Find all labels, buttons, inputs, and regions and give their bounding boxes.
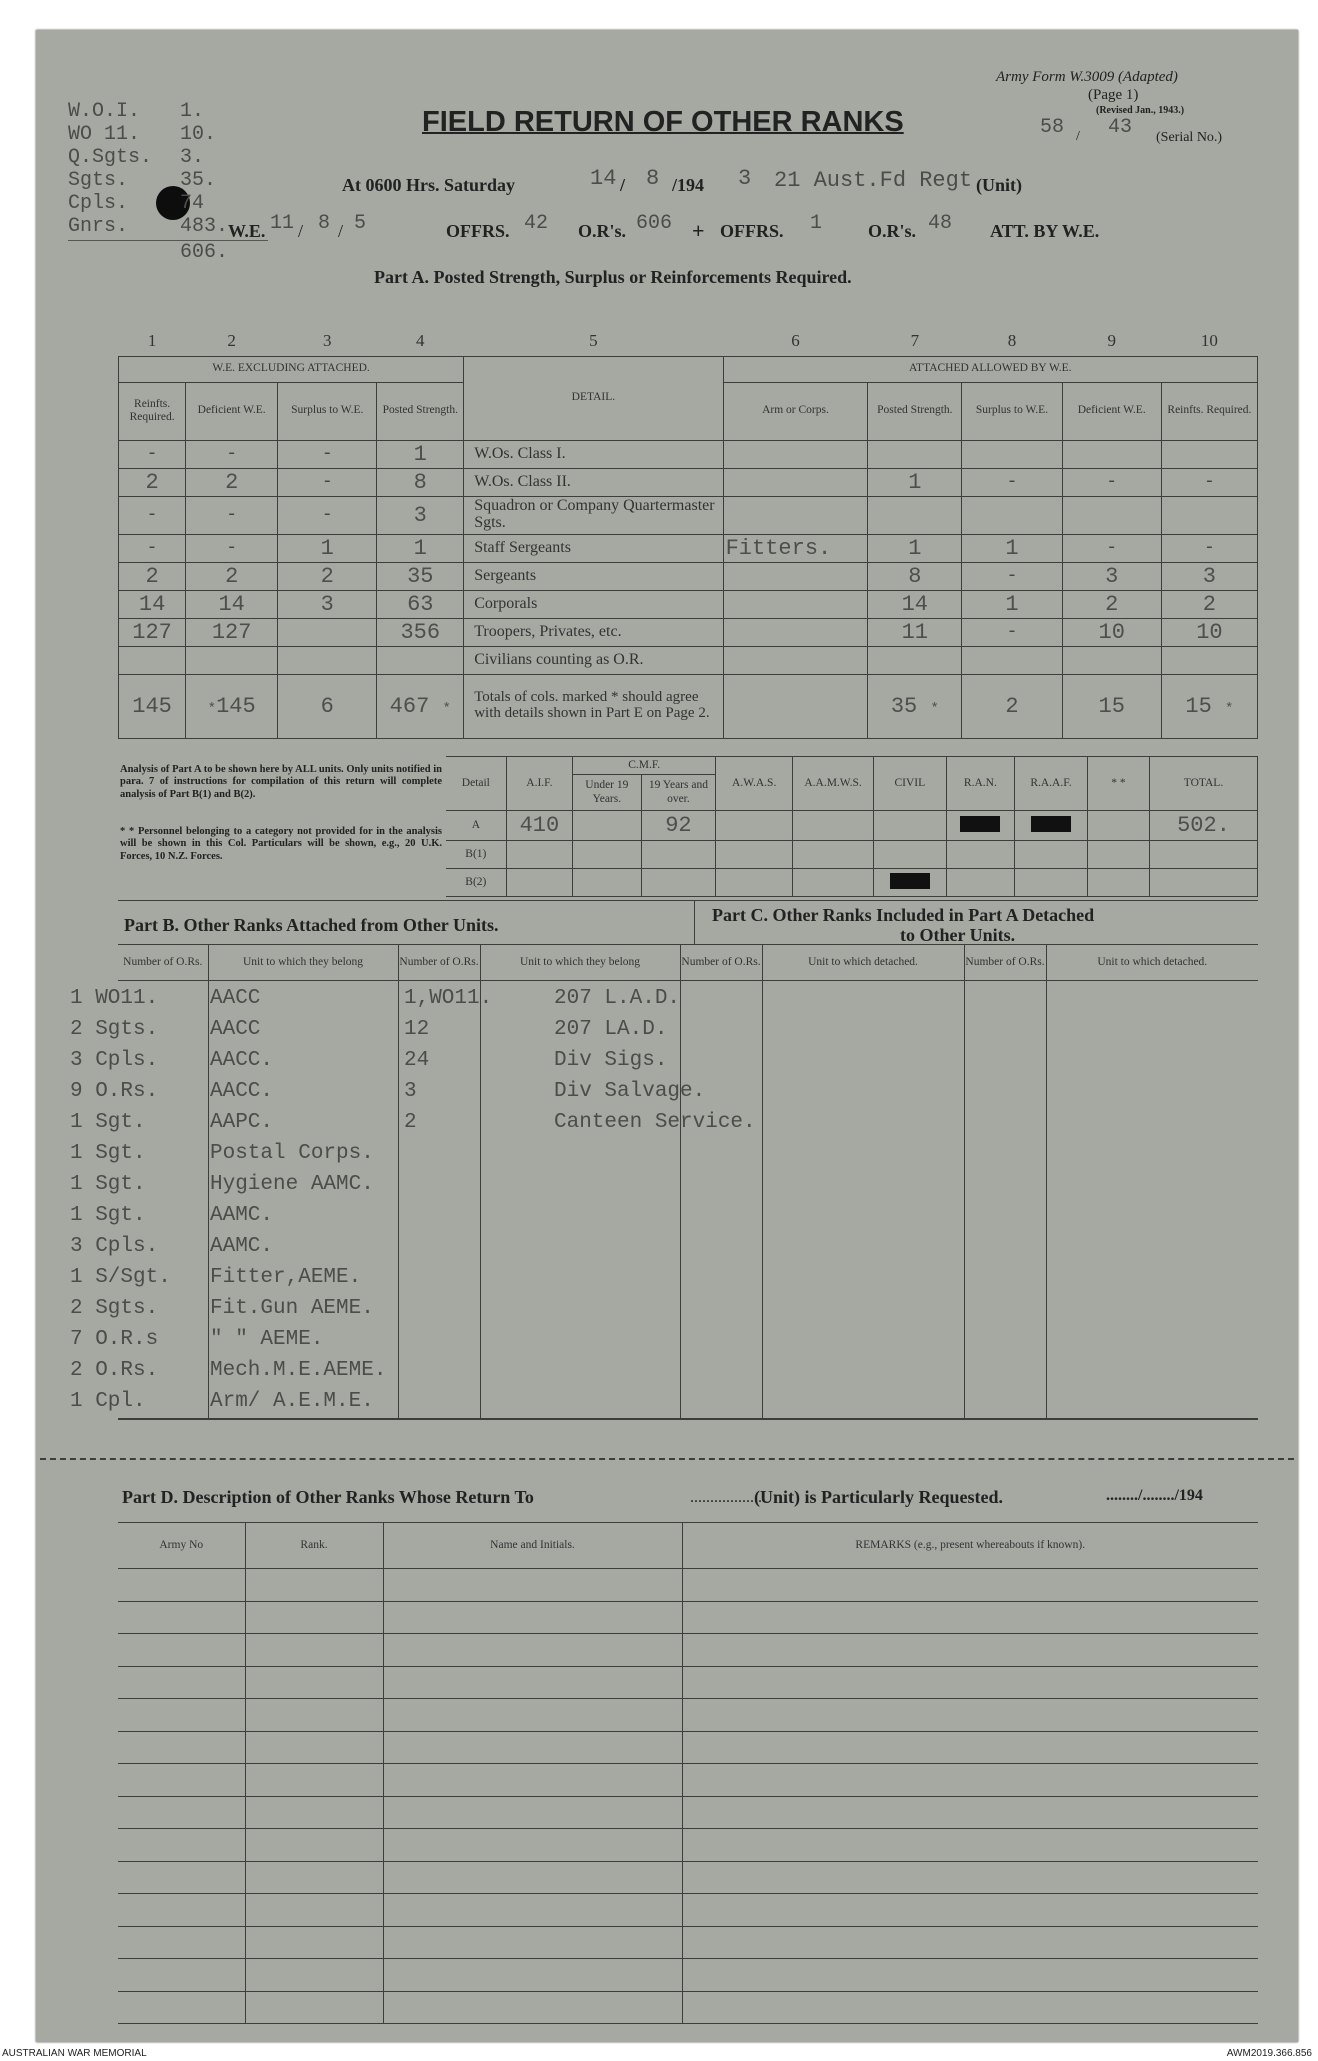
row-c9	[1062, 496, 1161, 534]
part-b-n: 1 Sgt.	[70, 1111, 146, 1134]
row-c4: 356	[377, 618, 464, 646]
ors2-count: 48	[928, 212, 953, 235]
analysis-total-value: 502.	[1150, 811, 1258, 841]
part-b-u2: Div Salvage.	[554, 1080, 706, 1103]
part-b-n2: 12	[404, 1018, 430, 1041]
row-c9: 10	[1062, 618, 1161, 646]
row-c2: 2	[186, 468, 278, 496]
aamws-head: A.A.M.W.S.	[793, 757, 874, 811]
row-c2: 127	[186, 618, 278, 646]
detail-header: DETAIL.	[464, 356, 723, 440]
totals-detail: Totals of cols. marked * should agree with details shown in Part E on Page 2.	[464, 674, 723, 738]
part-d-row	[118, 1926, 1258, 1959]
margin-note-line: Sgts. 35.	[68, 169, 217, 192]
row-c7: 14	[868, 590, 962, 618]
serial-label: (Serial No.)	[1156, 130, 1223, 145]
part-d-row	[118, 1959, 1258, 1992]
part-b-n: 3 Cpls.	[70, 1235, 159, 1258]
row-c4: 35	[377, 562, 464, 590]
row-c8	[962, 646, 1062, 674]
row-c1: 2	[119, 468, 186, 496]
total-c6	[723, 674, 868, 738]
c-unit-head: Unit to which detached.	[762, 945, 964, 981]
remarks-head: REMARKS (e.g., present whereabouts if known).	[682, 1523, 1258, 1569]
we-2: 8	[318, 212, 331, 235]
column-head: Posted Strength.	[868, 382, 962, 440]
row-detail: Staff Sergeants	[464, 534, 723, 562]
row-c8: -	[962, 618, 1062, 646]
analysis-detail-head: Detail	[446, 757, 506, 811]
form-sheet: W.O.I. 1. WO 11. 10. Q.Sgts. 3. Sgts. 35. Cpls. 74 Gnrs. 483. 606. FIELD RETURN OF OTHER RANKS Army Form W.3009 (Adapted) (Page 1) (Revised Jan., 1943.) 58 / 43 (Serial No.) At 0600 Hrs. Saturday 14 / 8 /194 3 21 Aust.Fd Regt (Unit) W.E. 11 / 8 / 5 OFFRS. 42 O.R's. 606 + OFFRS. 1 O.R's. 48 ATT. BY W.E. Part A. Posted Strength, Surplus or Reinforcements Required. 1 2 3 4 5 6 7 8 9 10 W.E. EXCLUDING ATTACHED. DETAIL. ATTACHED ALLOWED BY W.E. Reinfts. Required. Deficient W.E. Surplus to W.E. Posted Strength. Arm or Corps. Posted Strength. Surplus to W.E. Deficient W.E. Reinfts. Required. - - - 1 W.Os. Class I. 2 2 - 8 W.Os. Class II. 1 - - - - - - 3 Squadron or Company Quartermaster Sgts. - - 1 1 Staff Sergeants Fitters. 1 1 - - 2 2 2 35 Sergeants 8 - 3 3 14 14 3 63 Corporals 14 1 2 2 127 127 356 Troopers, Privates, etc. 11 - 10 10 Civilians counting as O.R. 145 *145 6 467 * Totals of cols. marked * should agree with details shown in Part E on Page 2. 35 * 2 15 15 * Analysis of Part A to be shown here by ALL units. Only units notified in para. 7 of instructions for compilation of this return will complete analysis of Part B(1) and B(2). * * Personnel belonging to a category not provided for in the analysis will be shown in this Col. Particulars will be shown, e.g., 20 U.K. Forces, 10 N.Z. Forces. Detail A.I.F. C.M.F. A.W.A.S. A.A.M.W.S. CIVIL R.A.N. R.A.A.F. * * TOTAL. Under 19 Years. 19 Years and over. A 410 92 502. B(1) B(2) Part B. Other Ranks Attached from Other Units. Part C. Other Ranks Included in Part A Detached to Other Units. Number of O.Rs. Unit to which they belong Number of O.Rs. Unit to which they belong Number of O.Rs. Unit to which detached. Number of O.Rs. Unit to which detached. 1 WO11. AACC 1,WO11. 207 L.A.D. 2 Sgts. AACC 12 207 LA.D. 3 Cpls. AACC. 24 Div Sigs. 9 O.Rs. AACC. 3 Div Salvage. 1 Sgt. AAPC. 2 Canteen Service. 1 Sgt. Postal Corps. 1 Sgt. Hygiene AAMC. 1 Sgt. AAMC. 3 Cpls. AAMC. 1 S/Sgt. Fitter,AEME. 2 Sgts. Fit.Gun AEME. 7 O.R.s " " AEME. 2 O.Rs. Mech.M.E.AEME. 1 Cpl. Arm/ A.E.M.E. Part D. Description of Other Ranks Whose Return To .................. (Unit) is Particularly Requested. ......../......../194 Army No Rank. Name and Initials. REMARKS (e.g., present whereabouts if known).	[36, 30, 1298, 2042]
row-c6	[723, 618, 868, 646]
row-c7	[868, 646, 962, 674]
redaction-bar	[1031, 816, 1071, 832]
part-d-row	[118, 1829, 1258, 1862]
row-detail: Squadron or Company Quartermaster Sgts.	[464, 496, 723, 534]
row-c9: -	[1062, 468, 1161, 496]
ran-head: R.A.N.	[946, 757, 1014, 811]
part-b-u: Hygiene AAMC.	[210, 1173, 374, 1196]
row-c8: 1	[962, 590, 1062, 618]
redaction-bar	[890, 873, 930, 889]
part-b-u2: Canteen Service.	[554, 1111, 756, 1134]
part-b-u: AAPC.	[210, 1111, 274, 1134]
row-c3	[278, 646, 377, 674]
over-19-head: 19 Years and over.	[641, 775, 716, 811]
row-c3: -	[278, 440, 377, 468]
column-head: Deficient W.E.	[1062, 382, 1161, 440]
b-unit2-head: Unit to which they belong	[480, 945, 680, 981]
row-c2	[186, 646, 278, 674]
row-c8	[962, 440, 1062, 468]
part-b-n: 1 Sgt.	[70, 1204, 146, 1227]
column-number: 3	[323, 330, 332, 350]
row-c1: 2	[119, 562, 186, 590]
total-c1: 145	[119, 674, 186, 738]
row-c4: 1	[377, 534, 464, 562]
ors-count: 606	[636, 212, 673, 235]
part-a-row	[119, 646, 1258, 674]
row-detail: Troopers, Privates, etc.	[464, 618, 723, 646]
margin-note-line: Cpls. 74	[68, 192, 205, 215]
part-b-u: Fit.Gun AEME.	[210, 1297, 374, 1320]
column-number: 6	[791, 330, 800, 350]
row-c9: -	[1062, 534, 1161, 562]
column-head: Surplus to W.E.	[278, 382, 377, 440]
column-head: Surplus to W.E.	[962, 382, 1062, 440]
row-c6	[723, 468, 868, 496]
tear-line	[40, 1458, 1294, 1460]
row-c2: 2	[186, 562, 278, 590]
row-c7: 8	[868, 562, 962, 590]
row-c10: -	[1161, 534, 1257, 562]
row-c6	[723, 496, 868, 534]
part-d-unit-label: (Unit) is Particularly Requested.	[754, 1487, 1003, 1507]
offrs2-label: OFFRS.	[720, 221, 784, 241]
part-a-row	[119, 562, 1258, 590]
part-d-row	[118, 1764, 1258, 1797]
part-d-row	[118, 1796, 1258, 1829]
row-c2: -	[186, 496, 278, 534]
awas-head: A.W.A.S.	[716, 757, 793, 811]
raaf-head: R.A.A.F.	[1015, 757, 1088, 811]
date-month: 8	[646, 166, 660, 191]
att-by-we-label: ATT. BY W.E.	[990, 221, 1100, 241]
civil-head: CIVIL	[874, 757, 947, 811]
row-c8: 1	[962, 534, 1062, 562]
column-number: 4	[416, 330, 425, 350]
row-c9	[1062, 440, 1161, 468]
row-c10	[1161, 496, 1257, 534]
part-b-n: 1 Sgt.	[70, 1173, 146, 1196]
part-d-date: ......../......../194	[1106, 1487, 1203, 1504]
part-d-row	[118, 1699, 1258, 1732]
column-number: 2	[227, 330, 236, 350]
row-c10	[1161, 646, 1257, 674]
row-c4: 3	[377, 496, 464, 534]
part-b-u: Postal Corps.	[210, 1142, 374, 1165]
column-number: 8	[1007, 330, 1017, 350]
part-d-row	[118, 1666, 1258, 1699]
row-c7	[868, 440, 962, 468]
analysis-note: Analysis of Part A to be shown here by ALL units. Only units notified in para. 7 of instructions for compilation of this return will complete analysis of Part B(1) and B(2).	[120, 764, 442, 800]
cmf-head: C.M.F.	[573, 757, 716, 775]
row-c2: -	[186, 534, 278, 562]
column-head: Posted Strength.	[377, 382, 464, 440]
part-b-u: Fitter,AEME.	[210, 1266, 362, 1289]
part-b-u: Arm/ A.E.M.E.	[210, 1390, 374, 1413]
analysis-row-b2: B(2)	[446, 869, 1258, 897]
margin-note-line: Gnrs. 483.	[68, 215, 229, 238]
c-num-head: Number of O.Rs.	[680, 945, 762, 981]
part-a-heading: Part A. Posted Strength, Surplus or Reinforcements Required.	[374, 267, 852, 287]
part-d-row	[118, 1634, 1258, 1667]
part-b-u: AACC	[210, 987, 261, 1010]
row-c6	[723, 562, 868, 590]
year-prefix: /194	[672, 175, 705, 195]
part-b-u: " " AEME.	[210, 1328, 324, 1351]
column-head: Arm or Corps.	[723, 382, 868, 440]
caption-right: AWM2019.366.856	[1226, 2048, 1312, 2059]
under-19-head: Under 19 Years.	[573, 775, 641, 811]
attached-allowed-header: ATTACHED ALLOWED BY W.E.	[723, 356, 1257, 382]
part-b-n: 1 Sgt.	[70, 1142, 146, 1165]
c-num2-head: Number of O.Rs.	[964, 945, 1046, 981]
part-b-n: 7 O.R.s	[70, 1328, 159, 1351]
row-c1	[119, 646, 186, 674]
row-c6	[723, 646, 868, 674]
part-b-u: AAMC.	[210, 1235, 274, 1258]
column-number: 5	[589, 330, 598, 350]
serial-number-a: 58	[1040, 116, 1065, 139]
date-year-digit: 3	[738, 166, 752, 191]
part-c-heading-2: to Other Units.	[900, 925, 1016, 945]
part-a-row	[119, 496, 1258, 534]
row-c7: 11	[868, 618, 962, 646]
row-c8: -	[962, 468, 1062, 496]
offrs-label: OFFRS.	[446, 221, 510, 241]
part-a-table	[118, 326, 1258, 739]
ors2-label: O.R's.	[868, 221, 917, 241]
part-b-n: 3 Cpls.	[70, 1049, 159, 1072]
row-detail: Civilians counting as O.R.	[464, 646, 723, 674]
margin-note-line: WO 11. 10.	[68, 123, 217, 146]
row-detail: W.Os. Class II.	[464, 468, 723, 496]
row-c7: 1	[868, 534, 962, 562]
row-c3: -	[278, 468, 377, 496]
part-b-u: AAMC.	[210, 1204, 274, 1227]
other-head: * *	[1087, 757, 1149, 811]
part-d-row	[118, 1991, 1258, 2024]
part-b-n2: 24	[404, 1049, 430, 1072]
we-3: 5	[354, 212, 367, 235]
part-d-heading: Part D. Description of Other Ranks Whose Return To	[122, 1487, 534, 1507]
part-b-n: 2 Sgts.	[70, 1018, 159, 1041]
row-c9: 2	[1062, 590, 1161, 618]
part-b-u2: Div Sigs.	[554, 1049, 668, 1072]
row-c10: 3	[1161, 562, 1257, 590]
part-a-row	[119, 618, 1258, 646]
row-c1: 14	[119, 590, 186, 618]
offrs2-count: 1	[810, 212, 823, 235]
column-number-row	[119, 326, 1258, 356]
part-b-n: 2 Sgts.	[70, 1297, 159, 1320]
row-c2: -	[186, 440, 278, 468]
total-c10: 15 *	[1161, 674, 1257, 738]
row-c2: 14	[186, 590, 278, 618]
date-day: 14	[590, 166, 617, 191]
part-d-row	[118, 1601, 1258, 1634]
part-d-row	[118, 1569, 1258, 1602]
row-c7: 1	[868, 468, 962, 496]
part-b-n2: 3	[404, 1080, 417, 1103]
plus-sign: +	[692, 218, 705, 243]
row-c1: -	[119, 440, 186, 468]
part-a-row	[119, 590, 1258, 618]
name-head: Name and Initials.	[383, 1523, 682, 1569]
row-c4: 8	[377, 468, 464, 496]
part-b-n: 9 O.Rs.	[70, 1080, 159, 1103]
column-number: 10	[1200, 330, 1218, 350]
column-head: Reinfts. Required.	[1161, 382, 1257, 440]
row-c10: -	[1161, 468, 1257, 496]
we-1: 11	[270, 212, 295, 235]
analysis-note-2: * * Personnel belonging to a category not provided for in the analysis will be shown in this Col. Particulars will be shown, e.g., 20 U.K. Forces, 10 N.Z. Forces.	[120, 826, 442, 862]
rank-head: Rank.	[245, 1523, 383, 1569]
analysis-aif-value: 410	[506, 811, 572, 841]
row-c6	[723, 440, 868, 468]
part-a-row	[119, 440, 1258, 468]
total-c9: 15	[1062, 674, 1161, 738]
army-no-head: Army No	[118, 1523, 245, 1569]
serial-number-b: 43	[1108, 116, 1133, 139]
margin-total: 606.	[68, 240, 268, 264]
we-excluding-header: W.E. EXCLUDING ATTACHED.	[119, 356, 464, 382]
bc-body-row	[118, 981, 1258, 1419]
part-b-n2: 2	[404, 1111, 417, 1134]
part-c-heading: Part C. Other Ranks Included in Part A Detached	[712, 905, 1095, 925]
margin-note-line: Q.Sgts. 3.	[68, 146, 205, 169]
row-c3: -	[278, 496, 377, 534]
total-head: TOTAL.	[1150, 757, 1258, 811]
part-b-u: Mech.M.E.AEME.	[210, 1359, 387, 1382]
b-num-head: Number of O.Rs.	[118, 945, 208, 981]
analysis-table	[446, 756, 1258, 897]
row-detail: Sergeants	[464, 562, 723, 590]
column-number: 1	[147, 330, 157, 350]
part-a-row	[119, 534, 1258, 562]
we-label: W.E.	[228, 221, 266, 241]
revised-date: (Revised Jan., 1943.)	[1096, 105, 1185, 116]
row-c10: 2	[1161, 590, 1257, 618]
row-c1: 127	[119, 618, 186, 646]
row-c4	[377, 646, 464, 674]
ors-label: O.R's.	[578, 221, 627, 241]
analysis-row-a: A 410 92 502.	[446, 811, 1258, 841]
offrs-count: 42	[524, 212, 549, 235]
row-c6	[723, 590, 868, 618]
row-c3: 2	[278, 562, 377, 590]
form-number: Army Form W.3009 (Adapted)	[996, 69, 1178, 85]
unit-name: 21 Aust.Fd Regt	[774, 168, 973, 193]
row-c9	[1062, 646, 1161, 674]
row-c3: 3	[278, 590, 377, 618]
column-head: Reinfts. Required.	[119, 382, 186, 440]
column-number: 9	[1107, 330, 1116, 350]
part-a-row	[119, 468, 1258, 496]
row-c7	[868, 496, 962, 534]
row-c1: -	[119, 534, 186, 562]
analysis-row-b1: B(1)	[446, 841, 1258, 869]
row-c6: Fitters.	[723, 534, 868, 562]
row-c4: 1	[377, 440, 464, 468]
part-d-table	[118, 1522, 1258, 2024]
total-c4: 467 *	[377, 674, 464, 738]
row-c3: 1	[278, 534, 377, 562]
column-head: Deficient W.E.	[186, 382, 278, 440]
total-c2: *145	[186, 674, 278, 738]
part-b-heading: Part B. Other Ranks Attached from Other Units.	[124, 915, 499, 935]
part-b-u2: 207 LA.D.	[554, 1018, 668, 1041]
unit-label: (Unit)	[976, 175, 1022, 195]
part-b-n: 2 O.Rs.	[70, 1359, 159, 1382]
form-title: FIELD RETURN OF OTHER RANKS	[422, 106, 904, 138]
part-d-row	[118, 1861, 1258, 1894]
c-unit2-head: Unit to which detached.	[1046, 945, 1258, 981]
part-b-n: 1 Cpl.	[70, 1390, 146, 1413]
caption-left: AUSTRALIAN WAR MEMORIAL	[2, 2048, 147, 2059]
row-c8	[962, 496, 1062, 534]
total-c7: 35 *	[868, 674, 962, 738]
row-c10	[1161, 440, 1257, 468]
part-b-n: 1 WO11.	[70, 987, 159, 1010]
row-c1: -	[119, 496, 186, 534]
analysis-over19-value: 92	[641, 811, 716, 841]
column-number: 7	[910, 330, 920, 350]
total-c8: 2	[962, 674, 1062, 738]
margin-note-line: W.O.I. 1.	[68, 100, 205, 123]
totals-row	[119, 674, 1258, 738]
row-detail: W.Os. Class I.	[464, 440, 723, 468]
part-b-n: 1 S/Sgt.	[70, 1266, 171, 1289]
b-num2-head: Number of O.Rs.	[398, 945, 480, 981]
row-detail: Corporals	[464, 590, 723, 618]
part-b-u: AACC.	[210, 1049, 274, 1072]
aif-head: A.I.F.	[506, 757, 572, 811]
row-c9: 3	[1062, 562, 1161, 590]
row-c4: 63	[377, 590, 464, 618]
row-c10: 10	[1161, 618, 1257, 646]
part-b-u: AACC	[210, 1018, 261, 1041]
row-c3	[278, 618, 377, 646]
part-d-row	[118, 1894, 1258, 1927]
total-c3: 6	[278, 674, 377, 738]
page-label: (Page 1)	[1088, 87, 1139, 103]
row-c8: -	[962, 562, 1062, 590]
redaction-bar	[960, 816, 1000, 832]
b-unit-head: Unit to which they belong	[208, 945, 398, 981]
part-b-u2: 207 L.A.D.	[554, 987, 681, 1010]
part-d-row	[118, 1731, 1258, 1764]
at-hours-label: At 0600 Hrs. Saturday	[342, 175, 516, 195]
part-b-n2: 1,WO11.	[404, 987, 493, 1010]
part-b-u: AACC.	[210, 1080, 274, 1103]
